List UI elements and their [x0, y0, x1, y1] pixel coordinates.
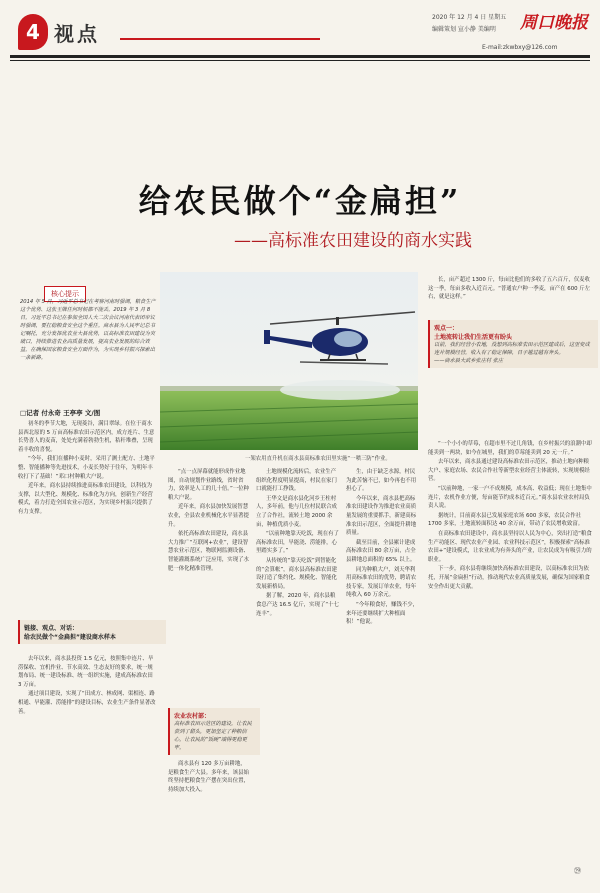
paragraph: 依托高标准农田建设，商水县大力推广“互联网+农业”，建设智慧农业示范区，物联网监测设备、智能灌溉系统广泛应用，实现了水肥一体化精准管理。 — [168, 531, 249, 572]
paragraph: “一个小小的草莓，在超市里不过几角钱，在乡村振兴的浪潮中却能卖到一两块，如今在城里，我们的草莓能卖到 20 元一斤。” — [428, 441, 592, 456]
lead-paragraph: 2014 年 5 月，习近平总书记在考察河南时强调，粮食生产这个优势、这张王牌任何时候都不能丢。2019 年 3 月 8 日，习近平总书记在参加全国人大二次会议河南代表团审议时强调，要扛稳粮食安全这个重任。商水县为人民牢记总书记嘱托，充分发挥优农业大县优势，以高标准农田建设为突破口，持续推进农业高质量发展，提高农业发展的综合效益，在确保国家粮食安全方面作为，为实现乡村振兴探索出一条新路。 — [20, 299, 156, 361]
opinion-title: 观点一： 土地流转让我们生活更有盼头 — [434, 325, 513, 341]
opinion-box — [428, 320, 598, 368]
subhead: ——高标准农田建设的商水实践 — [234, 231, 472, 251]
headline: 给农民做个“金扁担” — [138, 182, 462, 220]
paragraph: “今年粮食好，赚钱不少，来年还要继续扩大种植面积！”他说。 — [346, 601, 419, 626]
paragraph: 截至目前，全县累计建成高标准农田 80 余万亩，占全县耕地总面积的 65% 以上。 — [346, 539, 416, 563]
column-4 — [346, 468, 420, 628]
paragraph: 近年来，商水县加快发展智慧农业，全县农业机械化水平显著提升。 — [168, 504, 249, 528]
page-number-badge — [18, 14, 48, 50]
paragraph: 近年来，商水县持续推进高标准农田建设，以科技为支撑，以大型化、规模化、标准化为方向，创新生产经营模式，着力打造全国农业示范区，为实现乡村振兴提供了有力支撑。 — [18, 483, 153, 515]
opinion-text: 以前，我们经营小农地，没想到高标准农田示范区建成后，这里变成连片规模经营，收入有了稳定保障，日子越过越有奔头。 ——商水县大武乡张庄村 张庄 — [434, 342, 590, 364]
photo-illustration — [160, 272, 418, 450]
paragraph: 去年以来，商水县投资 1.5 亿元，按照集中连片、旱涝保收、宜机作业、节水高效、生态友好的要求，统一规划布局、统一建设标准、统一组织实施，建成高标准农田 3 万亩。 — [18, 656, 154, 688]
column-5-top — [428, 276, 592, 303]
header-rule — [120, 38, 320, 40]
paragraph: 据统计，目前商水县已发展家庭农场 600 多家，农民合作社 1700 多家，土地流转面积达 40 余万亩，带动了农民增收致富。 — [428, 512, 584, 528]
paragraph: 土地规模化流转后，农业生产组织化程度明显提高，村民在家门口就能打工挣钱。 — [256, 469, 337, 493]
paragraph: 从传统的“靠天吃饭”到智能化的“会算帐”，商水县高标准农田建设打造了集约化、规模化、智能化发展新格局。 — [256, 557, 338, 590]
column-1 — [18, 420, 156, 518]
end-mark: ㉙ — [574, 867, 581, 875]
helicopter-field-photo — [160, 272, 418, 450]
paragraph: 去年以来，商水县通过建设高标准农田示范区，推动土地向种粮大户、家庭农场、农民合作社等新型农业经营主体流转，实现规模经营。 — [428, 459, 590, 483]
paragraph: “以前种地，一家一户不成规模，成本高、收益低；现在土地集中连片，农机作业方便，每亩能节约成本近百元。”商水县农业农村局负责人说。 — [428, 485, 592, 510]
paragraph: 生，由于缺乏水源，村民为此苦恼不已，如今再也不用担心了。 — [346, 469, 417, 493]
section-title: 视点 — [54, 22, 100, 46]
paragraph: “点一点屏幕就能形成作业地图，自动规划作业路线，省时省力，效率是人工的几十倍。”一位种粮大户说。 — [168, 469, 249, 501]
quote-text: 高标准农田示范区的建设，让农民尝到了甜头，更加坚定了种粮信心，让农民的“饭碗”端得更稳更牢。 — [174, 721, 252, 751]
editor-line: 编辑策划 宣小静 美编明 — [432, 26, 496, 33]
header-bar — [10, 55, 590, 58]
column-5 — [428, 440, 592, 592]
paragraph: 长，亩产超过 1300 斤，每亩比他们的多收了五六百斤，仅麦收这一季，每亩多收入近百元。“普通农户种一季麦，亩产在 600 斤左右，就是这样。” — [428, 277, 591, 301]
quote-box — [168, 708, 260, 755]
paragraph: “以前种地靠天吃饭，现在有了高标准农田，旱能浇、涝能排，心里踏实多了。” — [256, 531, 339, 555]
paragraph: 王华文是商水县化河乡王柱村人，多年前，他与几位村民联合成立了合作社，流转土地 2000 余亩，种植优质小麦。 — [256, 495, 337, 528]
photo-caption: 一架农用直升机在商水县高标准农田里实施“一喷三防”作业。 — [245, 456, 391, 462]
email-line: E-mail:zkwbxy@126.com — [482, 44, 558, 51]
paragraph: “今年，我们在播种小麦时，采用了测土配方、土地平整、智能播种等先进技术，小麦长势好于往年，为明年丰收打下了基础！”邓口村种粮大户说。 — [18, 456, 155, 480]
paragraph: 商水县有 120 多万亩耕地，是粮食生产大县。多年来，该县始终坚持把粮食生产摆在突出位置，持续加大投入。 — [168, 761, 249, 793]
byline: □记者 付永奇 王亭亭 文/图 — [20, 409, 101, 417]
sidebar-heading: 链接、观点、对话： 给农民做个“金扁担”建设商水样本 — [18, 620, 166, 644]
column-2 — [168, 468, 250, 574]
paragraph: 下一步，商水县将继续加快高标准农田建设，以高标准农田为依托，开展“金扁担”行动，推动现代农业高质量发展，确保为国家粮食安全作出更大贡献。 — [428, 566, 590, 590]
quote-title: 农业农村部： — [174, 713, 211, 720]
header-bar-thin — [10, 60, 590, 61]
paragraph: 据了解，2020 年，商水县粮食总产达 16.5 亿斤，实现了“十七连丰”。 — [256, 593, 339, 617]
paragraph: 同为种粮大户，刘天华利用高标准农田的优势，聘请农技专家，发展订单农业，每年纯收入 60 万余元。 — [346, 566, 417, 599]
page-number: 4 — [26, 20, 40, 44]
paragraph: 通过项目建设，实现了“田成方、林成网、渠相连、路相通、旱能灌、涝能排”的建设目标，农业生产条件显著改善。 — [18, 691, 156, 715]
column-1-bottom — [18, 655, 156, 717]
column-3 — [256, 468, 340, 619]
paragraph: 在高标准农田建设中，商水县坚持以人民为中心，突出打造“粮食生产功能区、现代农业产业园、农业科技示范区”，积极探索“高标准农田+”建设模式，让农业成为有奔头的产业，让农民成为有吸引力的职业。 — [428, 530, 592, 563]
newspaper-logo: 周口晚报 — [520, 13, 588, 33]
paragraph: 今年以来，商水县把高标准农田建设作为推进农业高质量发展的重要抓手，新建高标准农田示范区，全面提升耕地质量。 — [346, 495, 417, 537]
key-notes-tag: 核心提示 — [44, 286, 86, 302]
date-line: 2020 年 12 月 4 日 星期五 — [432, 14, 507, 21]
column-2-bottom — [168, 760, 250, 795]
paragraph: 初冬的季节大地，无现菱谷，满目翠绿。在位于商水县西北原的 5 万亩高标准农田示范区内，成方连片、生意长势喜人的麦苗，处处充满着勃勃生机，秸秆堆叠，呈现着丰收的喜悦。 — [18, 421, 155, 453]
